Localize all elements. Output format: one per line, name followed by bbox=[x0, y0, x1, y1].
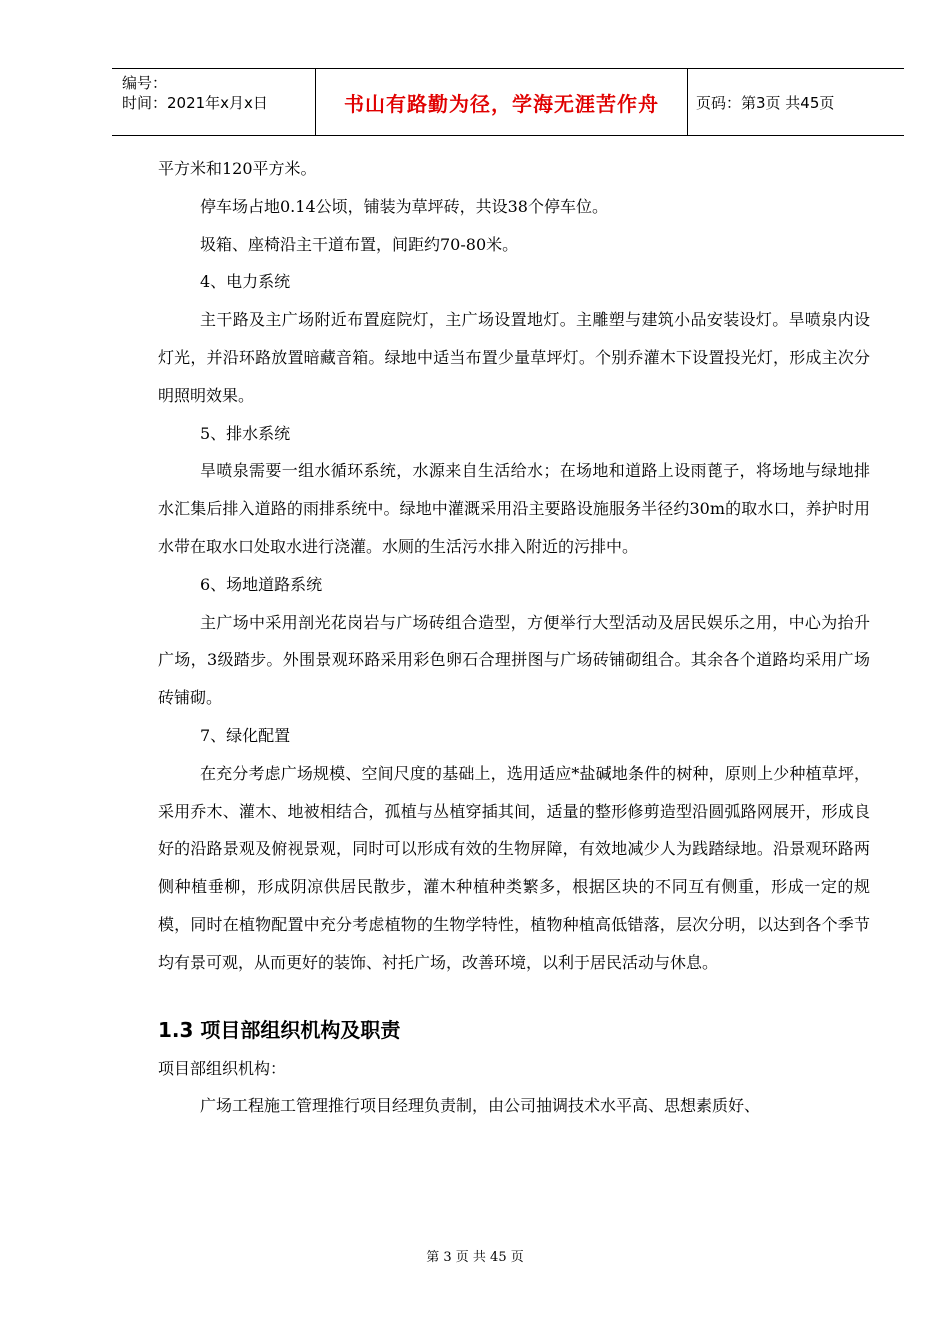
paragraph-bins: 圾箱、座椅沿主干道布置，间距约70-80米。 bbox=[200, 234, 519, 254]
paragraph-drainage: 旱喷泉需要一组水循环系统，水源来自生活给水；在场地和道路上设雨蓖子，将场地与绿地排水汇集后排入道路的雨排系统中。绿地中灌溉采用沿主要路设施服务半径约30m的取水口，养护时用水带在取水口处取水进行浇灌。水厕的生活污水排入附近的污排中。 bbox=[158, 461, 870, 556]
document-number: 编号： bbox=[122, 74, 168, 92]
header-meta bbox=[112, 69, 316, 135]
paragraph-org-label: 项目部组织机构： bbox=[158, 1058, 287, 1078]
paragraph-greening: 在充分考虑广场规模、空间尺度的基础上，选用适应*盐碱地条件的树种，原则上少种植草坪，采用乔木、灌木、地被相结合，孤植与丛植穿插其间，适量的整形修剪造型沿圆弧路网展开，形成良好的沿路景观及俯视景观，同时可以形成有效的生物屏障，有效地减少人为践踏绿地。沿景观环路两侧种植垂柳，形成阴凉供居民散步，灌木种植种类繁多，根据区块的不同互有侧重，形成一定的规模，同时在植物配置中充分考虑植物的生物学特性，植物种植高低错落，层次分明，以达到各个季节均有景可观，从而更好的装饰、衬托广场，改善环境，以利于居民活动与休息。 bbox=[158, 763, 870, 972]
header-page-number: 页码：第3页 共45页 bbox=[696, 93, 835, 112]
header-page-cell bbox=[688, 69, 904, 135]
document-body bbox=[158, 150, 870, 1125]
page-footer: 第 3 页 共 45 页 bbox=[426, 1250, 524, 1265]
subheading-roads: 6、场地道路系统 bbox=[200, 574, 323, 594]
paragraph-power: 主干路及主广场附近布置庭院灯，主广场设置地灯。主雕塑与建筑小品安装设灯。旱喷泉内设灯光，并沿环路放置暗藏音箱。绿地中适当布置少量草坪灯。个别乔灌木下设置投光灯，形成主次分明照明效果。 bbox=[158, 310, 870, 405]
subheading-drainage: 5、排水系统 bbox=[200, 423, 291, 443]
paragraph-roads: 主广场中采用剖光花岗岩与广场砖组合造型，方便举行大型活动及居民娱乐之用，中心为抬升广场，3级踏步。外围景观环路采用彩色卵石合理拼图与广场砖铺砌组合。其余各个道路均采用广场砖铺砌。 bbox=[158, 612, 870, 708]
document-date: 时间：2021年x月x日 bbox=[122, 94, 268, 112]
paragraph-area-continued: 平方米和120平方米。 bbox=[158, 159, 317, 178]
paragraph-parking: 停车场占地0.14公顷，铺装为草坪砖，共设38个停车位。 bbox=[200, 196, 608, 216]
subheading-power: 4、电力系统 bbox=[200, 272, 291, 292]
section-heading: 1.3 项目部组织机构及职责 bbox=[158, 1017, 401, 1042]
subheading-greening: 7、绿化配置 bbox=[200, 725, 291, 745]
header-motto: 书山有路勤为径，学海无涯苦作舟 bbox=[344, 91, 659, 116]
page-header bbox=[112, 68, 904, 136]
paragraph-org-intro: 广场工程施工管理推行项目经理负责制，由公司抽调技术水平高、思想素质好、 bbox=[200, 1096, 761, 1116]
header-motto-cell bbox=[316, 69, 688, 135]
